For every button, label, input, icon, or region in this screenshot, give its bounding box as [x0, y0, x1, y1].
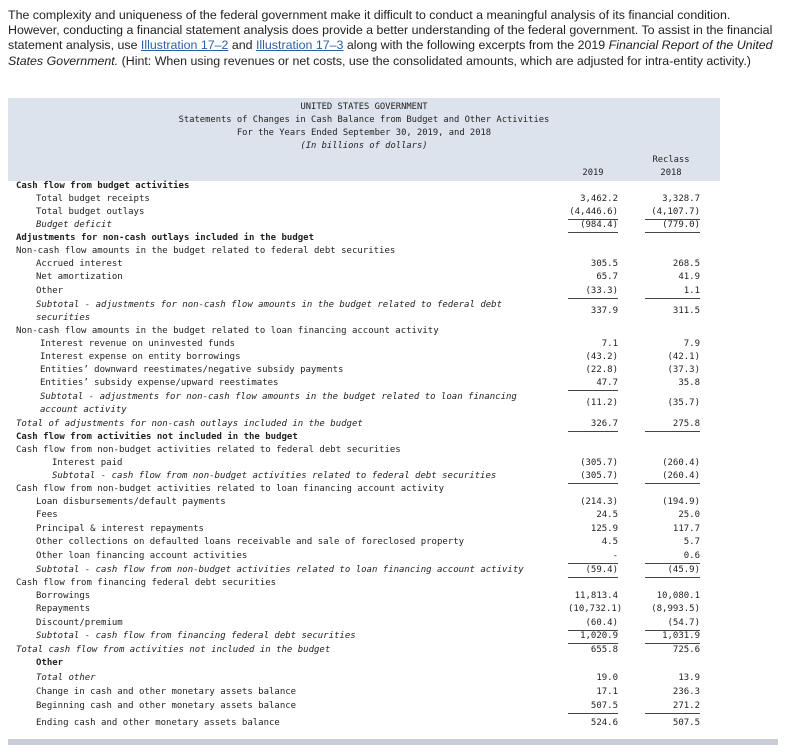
- table-row: [8, 686, 720, 699]
- intro-text-and: and: [228, 38, 256, 53]
- table-row: [8, 717, 720, 730]
- value-2019: (43.2): [585, 352, 618, 362]
- value-2019: 305.5: [590, 259, 618, 269]
- value-2018: 271.2: [645, 700, 700, 714]
- value-2018: (54.7): [645, 617, 700, 631]
- row-label: Non-cash flow amounts in the budget related to loan financing account activity: [16, 326, 439, 336]
- value-2019: 524.6: [590, 718, 618, 728]
- value-2018: 5.7: [683, 537, 700, 547]
- value-2019: 326.7: [568, 418, 618, 432]
- table-row: [8, 509, 720, 522]
- value-2018: (260.4): [645, 470, 700, 484]
- table-row: [8, 536, 720, 549]
- table-row: [8, 444, 720, 457]
- row-label: Interest revenue on uninvested funds: [40, 339, 236, 349]
- table-row: [8, 232, 720, 245]
- value-2019: 125.9: [590, 524, 618, 534]
- row-label: Adjustments for non-cash outlays included in the budget: [16, 233, 315, 243]
- row-label: Beginning cash and other monetary assets balance: [36, 701, 297, 711]
- value-2018: 117.7: [672, 524, 700, 534]
- table-row: [8, 312, 720, 325]
- column-header-reclass: Reclass: [652, 155, 690, 165]
- row-label: Total of adjustments for non-cash outlays included in the budget: [16, 419, 363, 429]
- value-2019: (60.4): [568, 617, 618, 631]
- table-row: [8, 644, 720, 657]
- row-label: Entities’ subsidy expense/upward reestimates: [40, 378, 279, 388]
- value-2018: 13.9: [678, 673, 700, 683]
- row-label: Loan disbursements/default payments: [36, 497, 226, 507]
- value-2019: (33.3): [568, 285, 618, 299]
- statement-header: [8, 98, 720, 181]
- value-2018: 0.6: [645, 550, 700, 564]
- value-2019: 1,020.9: [568, 630, 618, 644]
- value-2018: 725.6: [672, 645, 700, 655]
- row-label: Total cash flow from activities not included in the budget: [16, 645, 331, 655]
- value-2019: 3,462.2: [580, 194, 618, 204]
- table-row: [8, 431, 720, 444]
- illustration-17-3-link[interactable]: Illustration 17–3: [255, 38, 344, 53]
- value-2019: (214.3): [580, 497, 618, 507]
- table-row: [8, 258, 720, 271]
- value-2019: (984.4): [568, 219, 618, 233]
- table-row: [8, 496, 720, 509]
- row-label: Subtotal - adjustments for non-cash flow amounts in the budget related to federal debt: [36, 300, 502, 310]
- value-2018: (194.9): [662, 497, 700, 507]
- value-2018: 236.3: [672, 687, 700, 697]
- row-label: Subtotal - cash flow from non-budget activities related to loan financing account activity: [36, 565, 524, 575]
- row-label: Non-cash flow amounts in the budget related to federal debt securities: [16, 246, 396, 256]
- value-2018: 41.9: [678, 272, 700, 282]
- table-row: [8, 351, 720, 364]
- statement-table: [8, 98, 720, 741]
- table-row: [8, 672, 720, 685]
- intro-text-part1: The complexity and uniqueness of the federal government make it difficult to conduct a meaningful analysis of its financial condition. However, conducting a financial statement analysis does provide a better understanding of the federal government. To assist in the financial statement analysis, use: [8, 8, 773, 53]
- row-label: Total budget receipts: [36, 194, 150, 204]
- value-2018: 7.9: [683, 339, 700, 349]
- row-label: Cash flow from non-budget activities related to federal debt securities: [16, 445, 401, 455]
- row-label: Other: [36, 658, 64, 668]
- table-row: [8, 550, 720, 563]
- row-label: Net amortization: [36, 272, 123, 282]
- table-row: [8, 630, 720, 643]
- value-2018: 25.0: [678, 510, 700, 520]
- table-row: [8, 377, 720, 390]
- value-2019: 17.1: [596, 687, 618, 697]
- value-2019: -: [568, 550, 618, 564]
- statement-title: Statements of Changes in Cash Balance from Budget and Other Activities: [178, 115, 550, 125]
- row-label: Other collections on defaulted loans receivable and sale of foreclosed property: [36, 537, 465, 547]
- value-2018: (779.0): [645, 219, 700, 233]
- row-label: Cash flow from budget activities: [16, 181, 190, 191]
- row-label: Discount/premium: [36, 618, 123, 628]
- row-label: Total other: [36, 673, 96, 683]
- row-label: Subtotal - cash flow from financing federal debt securities: [36, 631, 356, 641]
- table-row: [8, 325, 720, 338]
- value-2018: 311.5: [672, 306, 700, 316]
- table-row: [8, 523, 720, 536]
- horizontal-scrollbar[interactable]: [8, 739, 778, 745]
- problem-intro-text: [8, 8, 778, 69]
- value-2019: 65.7: [596, 272, 618, 282]
- row-label: Other loan financing account activities: [36, 551, 248, 561]
- table-row: [8, 483, 720, 496]
- statement-entity: UNITED STATES GOVERNMENT: [300, 102, 428, 112]
- column-header-2018: 2018: [660, 168, 682, 178]
- value-2018: (42.1): [667, 352, 700, 362]
- table-row: [8, 564, 720, 577]
- value-2018: (4,107.7): [645, 206, 700, 220]
- value-2018: 10,080.1: [656, 591, 700, 601]
- value-2018: 35.8: [678, 378, 700, 388]
- value-2019: (305.7): [568, 470, 618, 484]
- table-row: [8, 206, 720, 219]
- value-2018: (260.4): [662, 458, 700, 468]
- table-row: [8, 617, 720, 630]
- table-row: [8, 590, 720, 603]
- row-label: Principal & interest repayments: [36, 524, 204, 534]
- table-row: [8, 603, 720, 616]
- value-2018: 3,328.7: [662, 194, 700, 204]
- value-2018: (37.3): [667, 365, 700, 375]
- statement-period: For the Years Ended September 30, 2019, and 2018: [236, 128, 492, 138]
- value-2019: 655.8: [590, 645, 618, 655]
- value-2018: 1,031.9: [645, 630, 700, 644]
- value-2019: 337.9: [590, 306, 618, 316]
- table-row: [8, 700, 720, 713]
- table-row: [8, 193, 720, 206]
- value-2019: (305.7): [580, 458, 618, 468]
- intro-text-part3: (Hint: When using revenues or net costs, use the consolidated amounts, which are adjusted for intra-entity activity.): [118, 53, 751, 68]
- value-2018: (35.7): [667, 398, 700, 408]
- value-2018: 268.5: [672, 259, 700, 269]
- row-label: Accrued interest: [36, 259, 123, 269]
- row-label: Other: [36, 286, 64, 296]
- value-2019: (10,732.1): [568, 604, 623, 614]
- table-row: [8, 657, 720, 670]
- table-row: [8, 404, 720, 417]
- table-row: [8, 364, 720, 377]
- value-2018: 1.1: [645, 285, 700, 299]
- value-2019: 19.0: [596, 673, 618, 683]
- table-row: [8, 418, 720, 431]
- value-2019: 507.5: [568, 700, 618, 714]
- table-row: [8, 338, 720, 351]
- row-label: Budget deficit: [36, 220, 112, 230]
- value-2019: 7.1: [601, 339, 618, 349]
- row-label: Interest expense on entity borrowings: [40, 352, 241, 362]
- value-2019: 47.7: [568, 377, 618, 391]
- row-label: Ending cash and other monetary assets balance: [36, 718, 280, 728]
- row-label: Fees: [36, 510, 58, 520]
- row-label: Cash flow from non-budget activities related to loan financing account activity: [16, 484, 445, 494]
- value-2018: (45.9): [645, 564, 700, 578]
- row-label: account activity: [40, 405, 127, 415]
- illustration-17-2-link[interactable]: Illustration 17–2: [140, 38, 229, 53]
- row-label: Subtotal - cash flow from non-budget activities related to federal debt securities: [52, 471, 497, 481]
- row-label: Total budget outlays: [36, 207, 145, 217]
- table-row: [8, 470, 720, 483]
- table-row: [8, 457, 720, 470]
- value-2019: (59.4): [568, 564, 618, 578]
- row-label: Cash flow from activities not included in the budget: [16, 432, 298, 442]
- table-row: [8, 285, 720, 298]
- row-label: Entities’ downward reestimates/negative subsidy payments: [40, 365, 344, 375]
- value-2019: (22.8): [585, 365, 618, 375]
- value-2019: (4,446.6): [568, 206, 618, 220]
- column-header-2019: 2019: [582, 168, 604, 178]
- value-2018: 507.5: [672, 718, 700, 728]
- value-2018: (8,993.5): [651, 604, 700, 614]
- table-row: [8, 577, 720, 590]
- row-label: Interest paid: [52, 458, 123, 468]
- value-2019: 4.5: [601, 537, 618, 547]
- table-row: [8, 271, 720, 284]
- row-label: Repayments: [36, 604, 91, 614]
- row-label: Borrowings: [36, 591, 91, 601]
- table-row: [8, 219, 720, 232]
- intro-text-part2: along with the following excerpts from the 2019: [343, 38, 609, 53]
- value-2019: 24.5: [596, 510, 618, 520]
- row-label: securities: [36, 313, 91, 323]
- row-label: Subtotal - adjustments for non-cash flow amounts in the budget related to loan financing: [40, 392, 517, 402]
- value-2019: (11.2): [585, 398, 618, 408]
- statement-units: (In billions of dollars): [300, 141, 428, 151]
- report-title-text: Financial Report of the United States Government.: [8, 38, 773, 68]
- value-2019: 11,813.4: [574, 591, 618, 601]
- row-label: Change in cash and other monetary assets balance: [36, 687, 297, 697]
- table-row: [8, 245, 720, 258]
- value-2018: 275.8: [645, 418, 700, 432]
- row-label: Cash flow from financing federal debt securities: [16, 578, 277, 588]
- table-row: [8, 180, 720, 193]
